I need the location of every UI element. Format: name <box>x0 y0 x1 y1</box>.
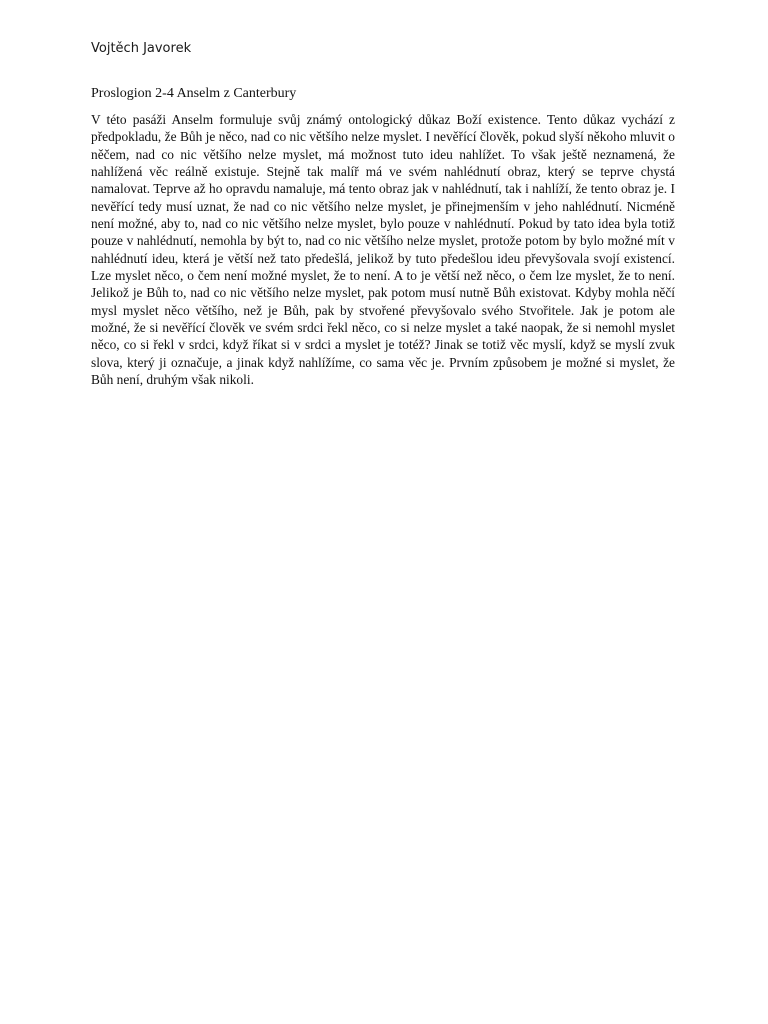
document-title: Proslogion 2-4 Anselm z Canterbury <box>91 86 297 101</box>
author-name: Vojtěch Javorek <box>91 41 192 56</box>
body-paragraph: V této pasáži Anselm formuluje svůj známý ontologický důkaz Boží existence. Tento důkaz vychází z předpokladu, že Bůh je něco, nad co nic většího nelze myslet. I nevěřící člověk, pokud slyší někoho mluvit o něčem, nad co nic většího nelze myslet, má možnost tuto ideu nahlížet. To však ještě neznamená, že nahlížená věc reálně existuje. Stejně tak malíř má ve svém nahlédnutí obraz, který se teprve chystá namalovat. Teprve až ho opravdu namaluje, má tento obraz jak v nahlédnutí, tak i nahlíží, že tento obraz je. I nevěřící tedy musí uznat, že nad co nic většího nelze myslet, je přinejmenším v jeho nahlédnutí. Nicméně není možné, aby to, nad co nic většího nelze myslet, bylo pouze v nahlédnutí. Pokud by tato idea byla totiž pouze v nahlédnutí, nemohla by být to, nad co nic většího nelze myslet, protože potom by bylo možné mít v nahlédnutí ideu, která je větší než tato předešlá, jelikož by tuto předešlou ideu převyšovala svojí existencí. Lze myslet něco, o čem není možné myslet, že to není. A to je větší než něco, o čem lze myslet, že to není. Jelikož je Bůh to, nad co nic většího nelze myslet, pak potom musí nutně Bůh existovat. Kdyby mohla něčí mysl myslet něco většího, než je Bůh, pak by stvořené převyšovalo svého Stvořitele. Jak je potom ale možné, že si nevěřící člověk ve svém srdci řekl něco, co si nelze myslet a také naopak, že si nemohl myslet něco, co si řekl v srdci, když říkat si v srdci a myslet je totéž? Jinak se totiž věc myslí, když se myslí zvuk slova, který ji označuje, a jinak když nahlížíme, co sama věc je. Prvním způsobem je možné si myslet, že Bůh není, druhým však nikoli. <box>91 112 675 388</box>
